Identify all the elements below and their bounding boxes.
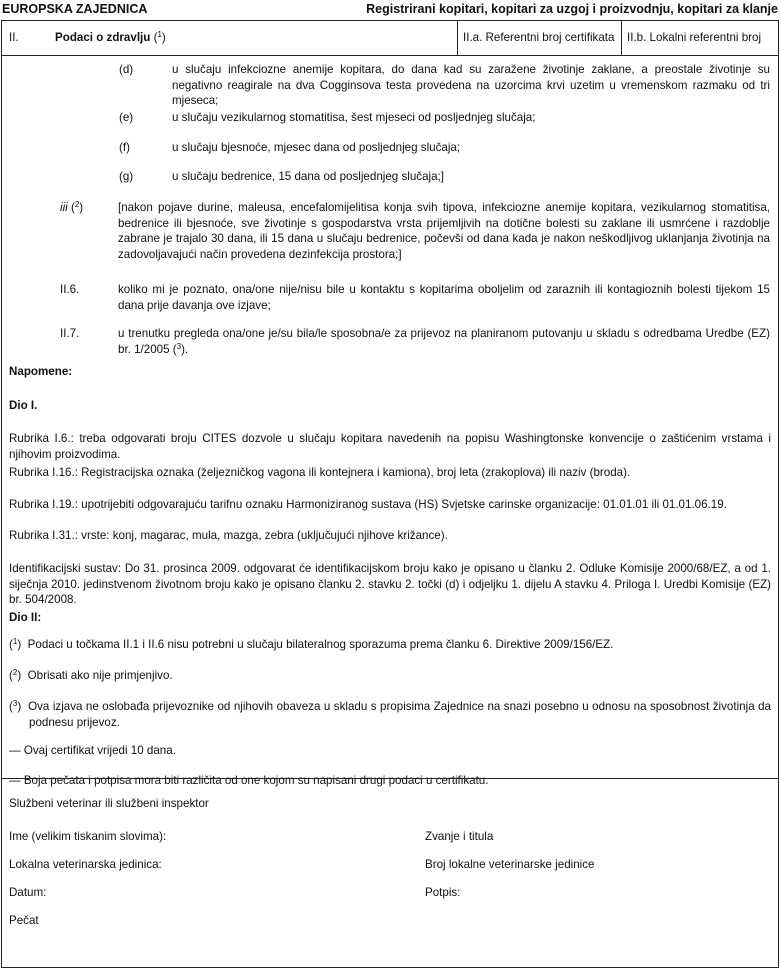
footnote-item: ($^2$) Obrisati ako nije primjenjivo. xyxy=(9,668,173,682)
name-field-label: Ime (velikim tiskanim slovima): xyxy=(9,830,167,843)
dash-item: — Ovaj certifikat vrijedi 10 dana. xyxy=(9,744,176,757)
section-number: II. xyxy=(9,31,19,44)
header-right: Registrirani kopitari, kopitari za uzgoj i proizvodnju, kopitari za klanje xyxy=(366,2,778,16)
part1-heading: Dio I. xyxy=(9,399,38,412)
note-paragraph: Rubrika I.6.: treba odgovarati broju CITES dozvole u slučaju kopitara navedenih na popisu Washingtonske konvencije o zaštićenim vrstama i njihovim proizvodima. xyxy=(9,432,771,461)
footnote-item: ($^3$) Ova izjava ne oslobađa prijevoznike od njihovih obaveza u skladu s propisima Zajednice na snazi posebno u odnosu na sposobnost životinja da podnesu prijevoz. xyxy=(9,699,771,729)
section-header-row xyxy=(2,21,778,56)
section-title: Podaci o zdravlju ($^1$) xyxy=(55,30,166,44)
certificate-frame: II. Podaci o zdravlju ($^1$) II.a. Referentni broj certifikata II.b. Lokalni referentni broj (d) u slučaju infekciozne anemije kopitara, do dana kad su zaražene životinje zaklane, a preostale životinje su negativno reagirale na dva Cogginsova testa provedena na uzorcima krvi uzetim u vremenskom razmaku od tri mjeseca; (e) u slučaju vezikularnog stomatitisa, šest mjeseci od posljednjeg slučaja; (f) u slučaju bjesnoće, mjesec dana od posljednjeg slučaja; (g) u slučaju bedrenice, 15 dana od posljednjeg slučaja;] iii ($^2$) [nakon pojave durine, maleusa, encefalomijelitisa konja svih tipova, infekciozne anemije kopitara, vezikularnog stomatitisa, bedrenice ili bjesnoće, sve životinje s gospodarstva vrsta prijemljivih na dotične bolesti su zaklane ili usmrćene i razdoblje zabrane je trajalo 30 dana, ili 15 dana u slučaju bedrenice, počevši od dana kada je nakon neškodljivog uklanjanja životinja na zadovoljavajući način provedena dezinfekcija prostora;] II.6. koliko mi je poznato, ona/one nije/nisu bile u kontaktu s kopitarima oboljelim od zaraznih ili kontagioznih bolesti tijekom 15 dana prije davanja ove izjave; II.7. u trenutku pregleda ona/one je/su bila/le sposobna/e za prijevoz na planiranom putovanju u skladu s odredbama Uredbe (EZ) br. 1/2005 ($^3$). Napomene: Dio I. Rubrika I.6.: treba odgovarati broju CITES dozvole u slučaju kopitara navedenih na popisu Washingtonske konvencije o zaštićenim vrstama i njihovim proizvodima. Rubrika I.16.: Registracijska oznaka (željezničkog vagona ili kontejnera i kamiona), broj leta (zrakoplova) ili naziv (broda). Rubrika I.19.: upotrijebiti odgovarajuću tarifnu oznaku Harmoniziranog sustava (HS) Svjetske carinske organizacije: 01.01.01 ili 01.01.06.19. Rubrika I.31.: vrste: konj, magarac, mula, mazga, zebra (uključujući njihove križance). Identifikacijski sustav: Do 31. prosinca 2009. odgovarat će identifikacijskom broju kako je opisano u članku 2. Odluke Komisije 2000/68/EZ, a od 1. siječnja 2010. jedinstvenom životnom broju kako je opisano članku 2. stavku 2. točki (d) i odjeljku 1. dijelu A stavku 4. Priloga I. Uredbi Komisije (EZ) br. 504/2008. Dio II: ($^1$) Podaci u točkama II.1 i II.6 nisu potrebni u slučaju bilateralnog sporazuma prema članku 6. Direktive 2009/156/EZ. ($^2$) Obrisati ako nije primjenjivo. ($^3$) Ova izjava ne oslobađa prijevoznike od njihovih obaveza u skladu s propisima Zajednice na snazi posebno u odnosu na sposobnost životinja da podnesu prijevoz. — Ovaj certifikat vrijedi 10 dana. — Boja pečata i potpisa mora biti različita od one kojom su napisani drugi podaci u certifikatu. Službeni veterinar ili službeni inspektor Ime (velikim tiskanim slovima): Zvanje i titula Lokalna veterinarska jedinica: Broj lokalne veterinarske jedinice Datum: Potpis: Pečat xyxy=(1,20,779,968)
signature-divider xyxy=(2,778,778,779)
footnote-ref: 3 xyxy=(176,341,182,351)
certificate-reference-cell: II.a. Referentni broj certifikata xyxy=(457,21,621,55)
note-paragraph: Rubrika I.16.: Registracijska oznaka (željezničkog vagona ili kontejnera i kamiona), broj leta (zrakoplova) ili naziv (broda). xyxy=(9,466,631,479)
local-reference-cell: II.b. Lokalni referentni broj xyxy=(621,21,761,55)
unit-number-field-label: Broj lokalne veterinarske jedinice xyxy=(425,858,595,871)
note-paragraph: Rubrika I.31.: vrste: konj, magarac, mula, mazga, zebra (uključujući njihove križance). xyxy=(9,529,448,542)
title-field-label: Zvanje i titula xyxy=(425,830,494,843)
document-header xyxy=(0,0,781,19)
signature-heading: Službeni veterinar ili službeni inspektor xyxy=(9,797,209,810)
footnote-item: ($^1$) Podaci u točkama II.1 i II.6 nisu potrebni u slučaju bilateralnog sporazuma prema članku 6. Direktive 2009/156/EZ. xyxy=(9,637,614,651)
note-paragraph: Identifikacijski sustav: Do 31. prosinca 2009. odgovarat će identifikacijskom broju kako je opisano u članku 2. Odluke Komisije 2000/68/EZ, a od 1. siječnja 2010. jedinstvenom životnom broju kako je opisano članku 2. stavku 2. točki (d) i odjeljku 1. dijelu A stavku 4. Priloga I. Uredbi Komisije (EZ) br. 504/2008. xyxy=(9,562,771,606)
note-paragraph: Rubrika I.19.: upotrijebiti odgovarajuću tarifnu oznaku Harmoniziranog sustava (HS) Svjetske carinske organizacije: 01.01.01 ili 01.01.06.19. xyxy=(9,498,727,511)
unit-field-label: Lokalna veterinarska jedinica: xyxy=(9,858,162,871)
stamp-field-label: Pečat xyxy=(9,914,39,927)
notes-heading: Napomene: xyxy=(9,365,73,378)
header-left: EUROPSKA ZAJEDNICA xyxy=(2,2,148,16)
dash-item: — Boja pečata i potpisa mora biti različita od one kojom su napisani drugi podaci u certifikatu. xyxy=(9,774,489,787)
footnote-ref: 1 xyxy=(157,30,162,39)
footnote-ref: 2 xyxy=(74,200,80,209)
part2-heading: Dio II: xyxy=(9,611,42,624)
date-field-label: Datum: xyxy=(9,886,47,899)
signature-field-label: Potpis: xyxy=(425,886,461,899)
